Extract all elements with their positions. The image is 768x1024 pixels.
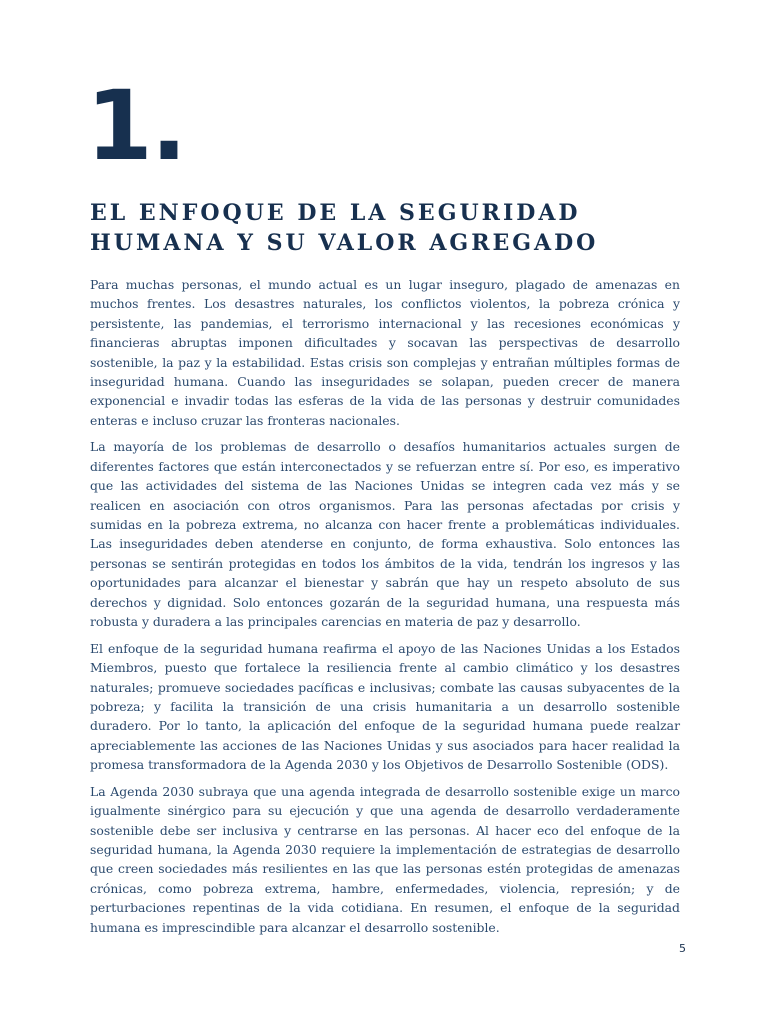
chapter-title	[90, 198, 710, 258]
paragraph: El enfoque de la seguridad humana reafirma el apoyo de las Naciones Unidas a los Estados Miembros, puesto que fortalece la resiliencia frente al cambio climático y los desastres naturales; promueve sociedades pacíficas e inclusivas; combate las causas subyacentes de la pobreza; y facilita la transición de una crisis humanitaria a un desarrollo sostenible duradero. Por lo tanto, la aplicación del enfoque de la seguridad humana puede realzar apreciablemente las acciones de las Naciones Unidas y sus asociados para hacer realidad la promesa transformadora de la Agenda 2030 y los Objetivos de Desarrollo Sostenible (ODS).	[90, 640, 680, 773]
body-text	[90, 275, 680, 944]
chapter-number: 1.	[86, 70, 186, 182]
paragraph: La Agenda 2030 subraya que una agenda integrada de desarrollo sostenible exige un marco igualmente sinérgico para su ejecución y que una agenda de desarrollo verdaderamente sostenible debe ser inclusiva y centrarse en las personas. Al hacer eco del enfoque de la seguridad humana, la Agenda 2030 requiere la implementación de estrategias de desarrollo que creen sociedades más resilientes en las que las personas estén protegidas de amenazas crónicas, como pobreza extrema, hambre, enfermedades, violencia, represión; y de perturbaciones repentinas de la vida cotidiana. En resumen, el enfoque de la seguridad humana es imprescindible para alcanzar el desarrollo sostenible.	[90, 783, 680, 935]
chapter-title-line-2: HUMANA Y SU VALOR AGREGADO	[90, 230, 599, 256]
paragraph: Para muchas personas, el mundo actual es un lugar inseguro, plagado de amenazas en muchos frentes. Los desastres naturales, los conflictos violentos, la pobreza crónica y persistente, las pandemias, el terrorismo internacional y las recesiones económicas y financieras abruptas imponen dificultades y socavan las perspectivas de desarrollo sostenible, la paz y la estabilidad. Estas crisis son complejas y entrañan múltiples formas de inseguridad humana. Cuando las inseguridades se solapan, pueden crecer de manera exponencial e invadir todas las esferas de la vida de las personas y destruir comunidades enteras e incluso cruzar las fronteras nacionales.	[90, 277, 680, 428]
page-number: 5	[679, 942, 686, 955]
chapter-title-line-1: EL ENFOQUE DE LA SEGURIDAD	[90, 200, 581, 226]
paragraph: La mayoría de los problemas de desarrollo o desafíos humanitarios actuales surgen de diferentes factores que están interconectados y se refuerzan entre sí. Por eso, es imperativo que las actividades del sistema de las Naciones Unidas se integren cada vez más y se realicen en asociación con otros organismos. Para las personas afectadas por crisis y sumidas en la pobreza extrema, no alcanza con hacer frente a problemáticas individuales. Las inseguridades deben atenderse en conjunto, de forma exhaustiva. Solo entonces las personas se sentirán protegidas en todos los ámbitos de la vida, tendrán los ingresos y las oportunidades para alcanzar el bienestar y sabrán que hay un respeto absoluto de sus derechos y dignidad. Solo entonces gozarán de la seguridad humana, una respuesta más robusta y duradera a las principales carencias en materia de paz y desarrollo.	[90, 439, 680, 630]
